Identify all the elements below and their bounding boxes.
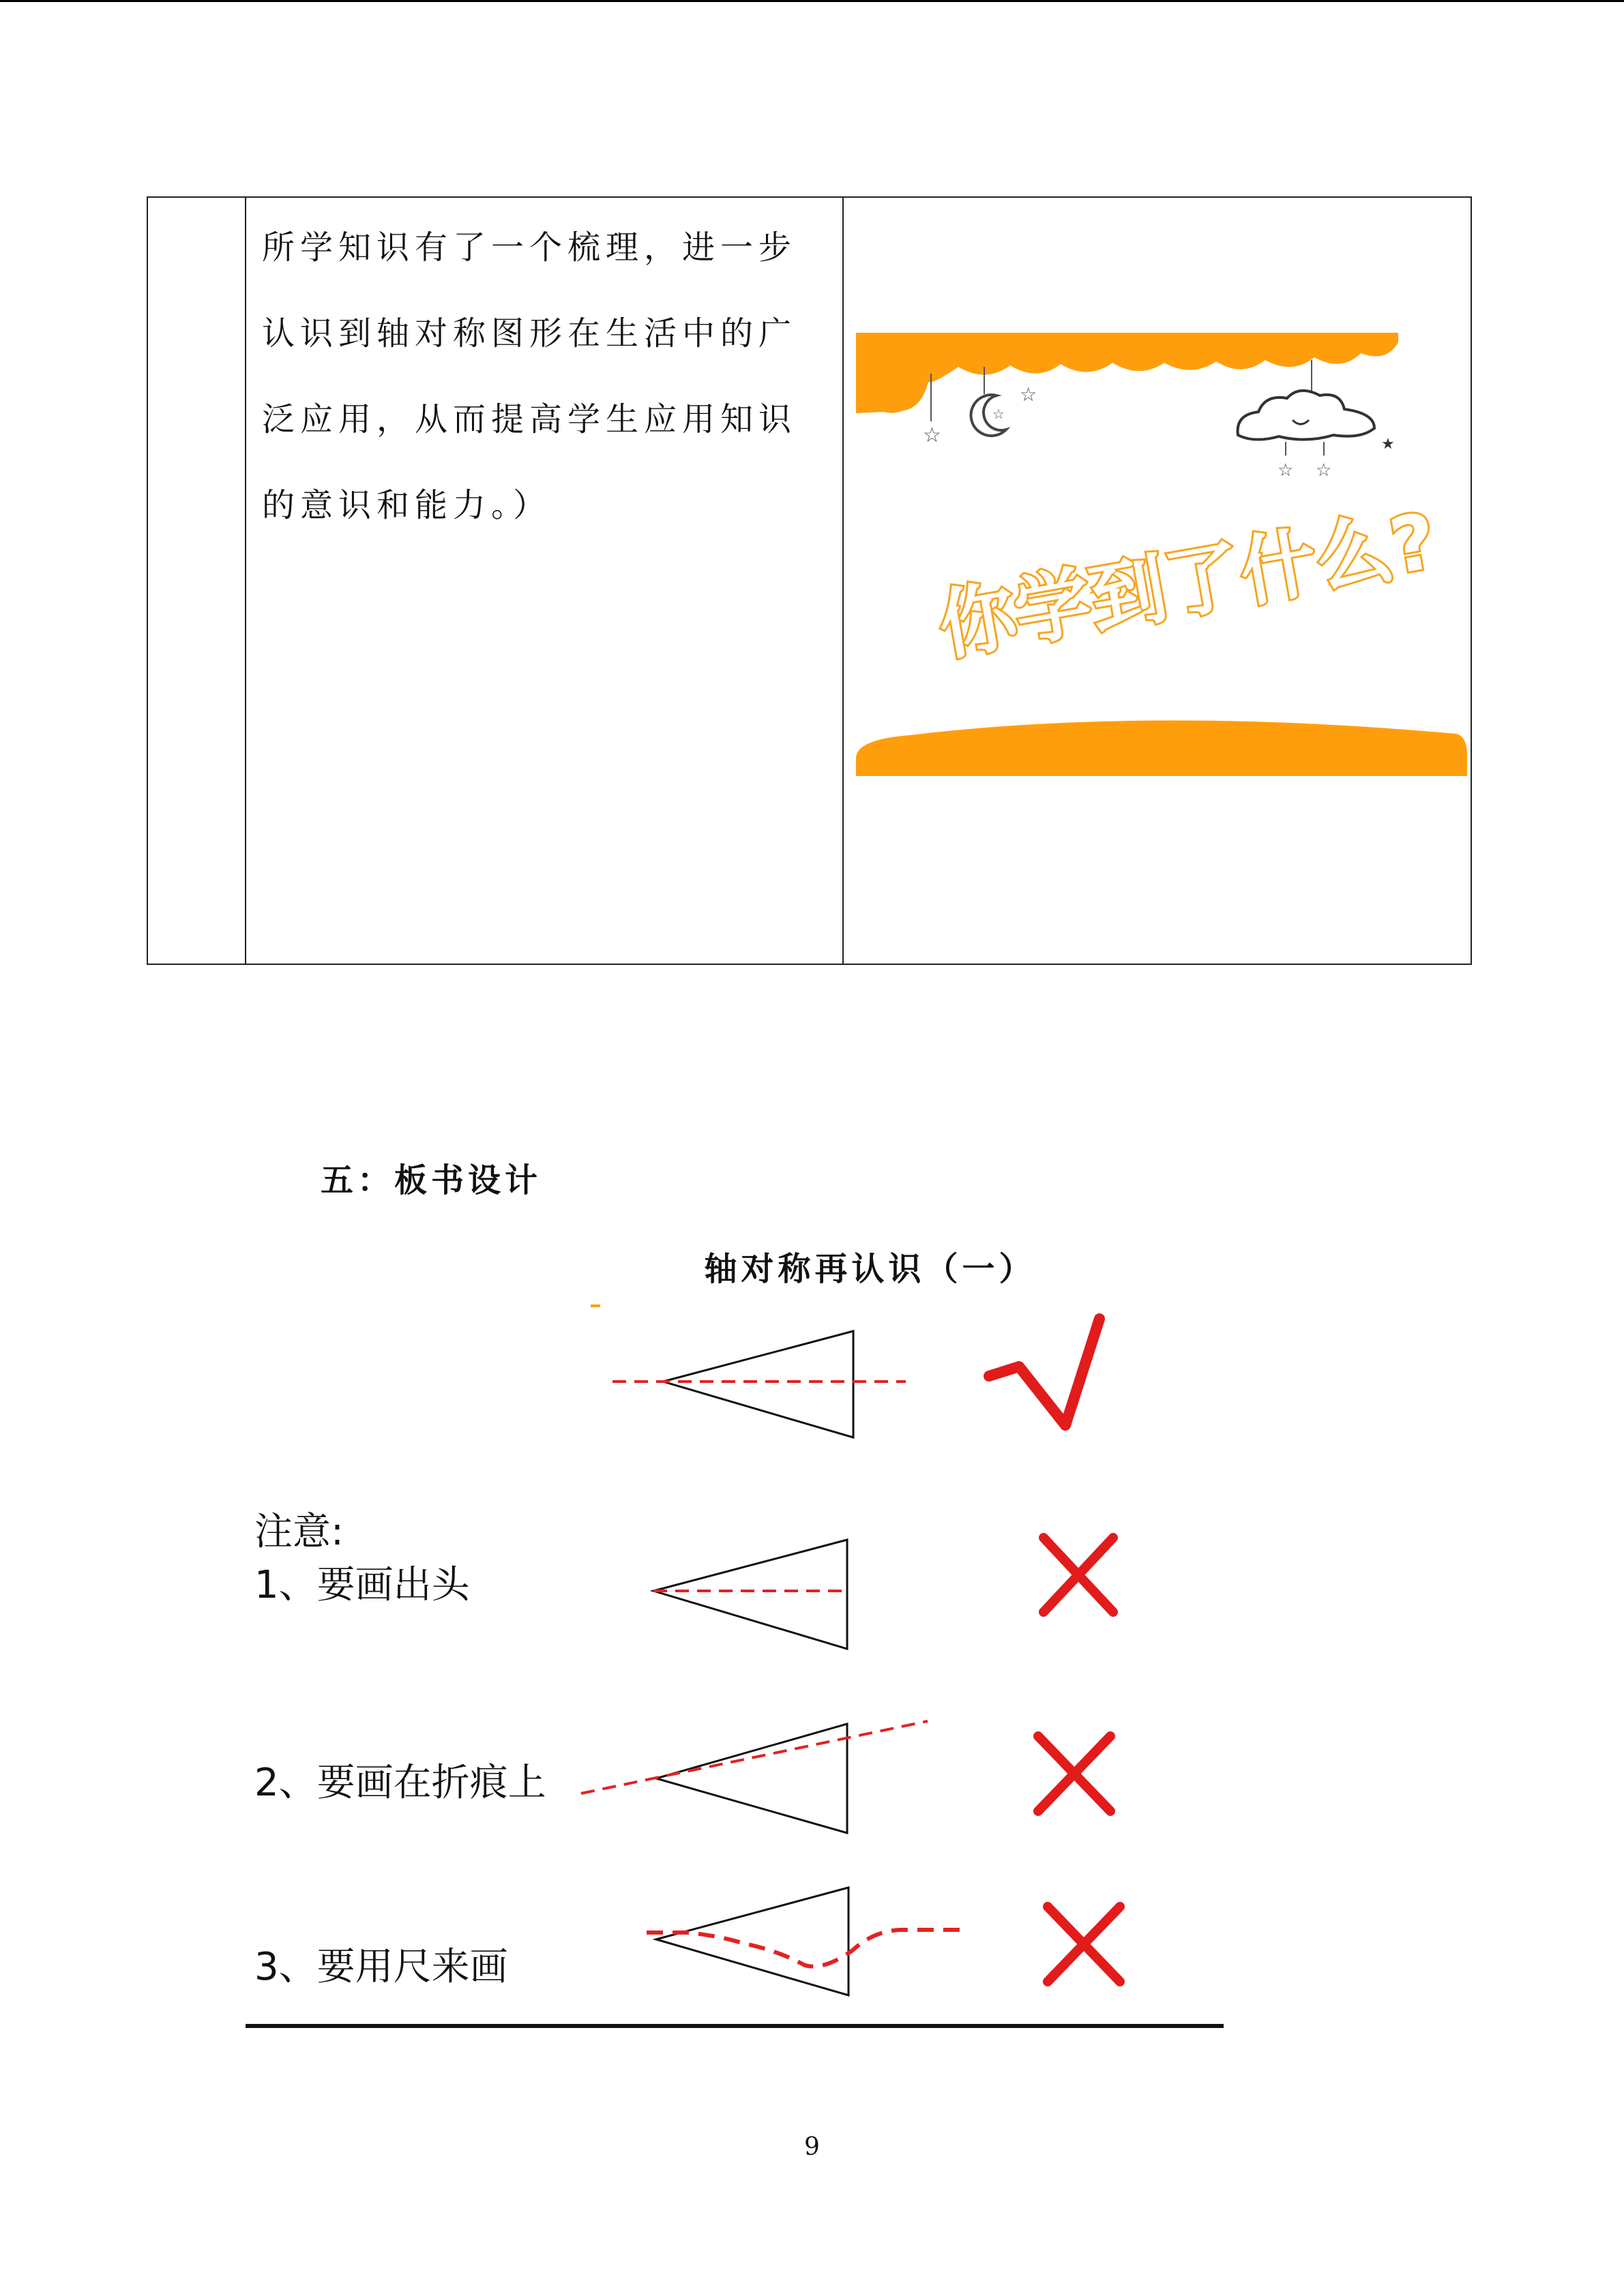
note-item: 2、要画在折痕上 [254, 1761, 546, 1805]
page-number: 9 [804, 2133, 820, 2161]
slide-title: 你学到了什么? [932, 496, 1443, 672]
svg-text:★: ★ [1381, 436, 1395, 453]
text-line: 泛应用，从而提高学生应用知识 [262, 400, 797, 438]
svg-text:☆: ☆ [923, 423, 941, 447]
board-title: 轴对称再认识（一） [704, 1250, 1036, 1288]
note-item: 3、要用尺来画 [254, 1945, 508, 1989]
svg-text:☆: ☆ [1316, 460, 1332, 481]
cross-icon [1048, 1907, 1120, 1982]
note-item: 1、要画出头 [254, 1563, 470, 1607]
check-icon [989, 1319, 1099, 1425]
cross-icon [1044, 1538, 1113, 1612]
svg-text:☆: ☆ [1020, 383, 1037, 406]
text-line: 所学知识有了一个梳理，进一步 [262, 228, 797, 267]
text-line: 认识到轴对称图形在生活中的广 [262, 314, 797, 353]
svg-text:☆: ☆ [992, 406, 1005, 422]
triangle [656, 1888, 848, 1995]
cross-icon [1038, 1736, 1110, 1811]
triangle [656, 1724, 847, 1833]
text-line: 的意识和能力。） [262, 486, 552, 524]
section-heading: 五：板书设计 [321, 1161, 542, 1199]
note-heading: 注意: [254, 1510, 344, 1554]
triangle [663, 1331, 853, 1437]
svg-text:☆: ☆ [1278, 460, 1294, 481]
triangle [653, 1540, 847, 1649]
fold-line [581, 1721, 928, 1793]
fold-line [647, 1930, 963, 1967]
